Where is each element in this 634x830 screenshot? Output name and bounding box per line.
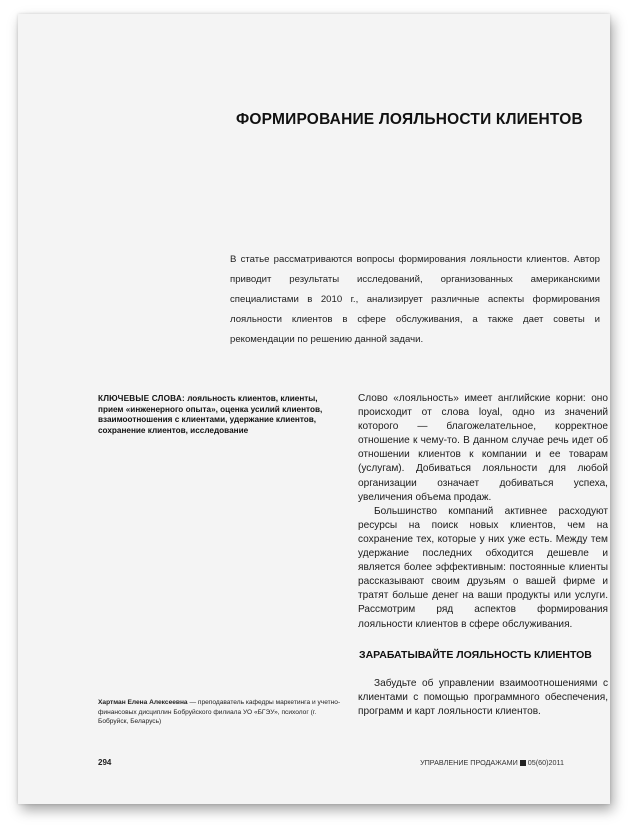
keywords-block xyxy=(98,394,338,436)
journal-issue: 05(60)2011 xyxy=(527,758,564,767)
journal-name: УПРАВЛЕНИЕ ПРОДАЖАМИ xyxy=(420,758,518,767)
section-heading: ЗАРАБАТЫВАЙТЕ ЛОЯЛЬНОСТЬ КЛИЕНТОВ xyxy=(359,649,592,661)
body-paragraph-1: Слово «лояльность» имеет английские корни: оно происходит от слова loyal, одно из значений которого — благожелательное, корректное отношение к чему-то. В данном случае речь идет об отношении клиентов к компании и ее товарам (услугам). Добиваться лояльности для любой организации означает добиваться успеха, увеличения объема продаж. xyxy=(358,393,608,503)
document-page xyxy=(18,14,610,804)
body-paragraph-2: Большинство компаний активнее расходуют ресурсы на поиск новых клиентов, чем на сохранение тех, которые у них уже есть. Между тем удержание последних обходится дешевле и является более эффективным: постоянные клиенты рассказывают своим друзьям о вашей фирме и тратят больше денег на ваши продукты или услуги. Рассмотрим ряд аспектов формирования лояльности клиентов в сфере обслуживания. xyxy=(358,505,608,630)
author-info: — преподаватель кафедры маркетинга и учетно-финансовых дисциплин Бобруйского филиала УО «БГЭУ», психолог (г. Бобруйск, Беларусь) xyxy=(98,699,341,725)
article-body xyxy=(358,392,608,632)
section-body xyxy=(358,677,608,719)
abstract-text: В статье рассматриваются вопросы формирования лояльности клиентов. Автор приводит результаты исследований, организованных американскими специалистами в 2010 г., анализирует различные аспекты формирования лояльности клиентов в сфере обслуживания, а также дает советы и рекомендации по решению данной задачи. xyxy=(230,254,600,345)
keywords-text: лояльность клиентов, клиенты, прием «инженерного опыта», оценка усилий клиентов, взаимоотношения с клиентами, удержание клиентов, сохранение клиентов, исследование xyxy=(98,394,323,435)
article-title: ФОРМИРОВАНИЕ ЛОЯЛЬНОСТИ КЛИЕНТОВ xyxy=(236,111,583,128)
section-paragraph-1: Забудьте об управлении взаимоотношениями с клиентами с помощью программного обеспечения, программ и карт лояльности клиентов. xyxy=(358,678,608,718)
author-name: Хартман Елена Алексеевна xyxy=(98,699,188,706)
square-separator-icon xyxy=(520,760,526,766)
article-abstract xyxy=(230,250,600,350)
page-number: 294 xyxy=(98,758,112,767)
author-note xyxy=(98,698,348,727)
keywords-label: КЛЮЧЕВЫЕ СЛОВА: xyxy=(98,394,185,403)
journal-footer xyxy=(420,758,564,767)
